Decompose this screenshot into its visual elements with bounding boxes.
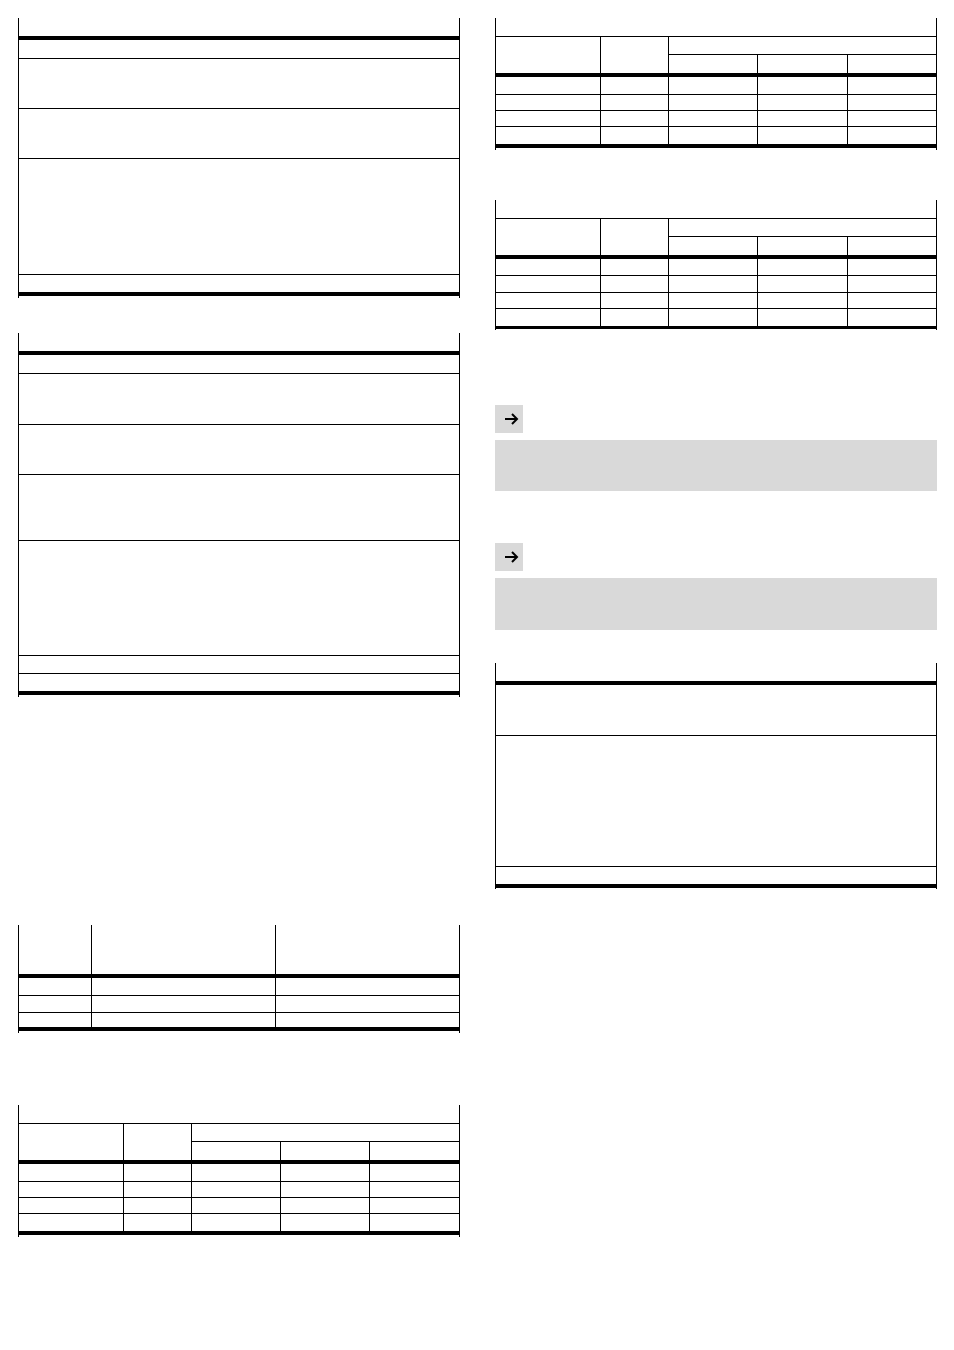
note-2-icon-box [495,543,523,571]
table-right-3 [495,663,937,889]
arrow-right-icon [504,412,520,426]
table-left-4 [18,1105,460,1237]
table-left-1 [18,18,460,298]
table-right-1 [495,18,937,150]
arrow-right-icon [504,550,520,564]
table-left-3 [18,925,460,1033]
note-1-icon-box [495,405,523,433]
note-2-box [495,578,937,630]
note-1-box [495,440,937,491]
table-right-2 [495,200,937,330]
table-left-2 [18,333,460,697]
